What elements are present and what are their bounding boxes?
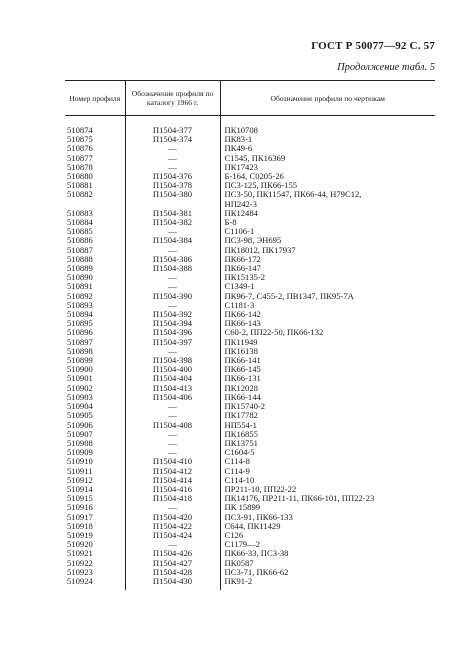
catalog-designation-cell: — [125, 540, 220, 549]
catalog-designation-cell: — [125, 503, 220, 512]
drawing-designation-cell: С60-2, ПП22-50, ПК66-132 [224, 328, 324, 338]
profile-number-cell: 510883 [67, 208, 93, 218]
catalog-designation-cell: — [125, 144, 220, 153]
drawing-designation-cell: ПК66-142 [224, 310, 261, 320]
table-row [65, 430, 435, 439]
drawing-designation-cell: С114-8 [224, 457, 250, 467]
table-row [65, 144, 435, 153]
table-row [65, 494, 435, 503]
catalog-designation-cell: — [125, 282, 220, 291]
catalog-designation-cell: П1504-406 [125, 393, 220, 402]
table-row [65, 577, 435, 590]
drawing-designation-cell: ПС3-71, ПК66-62 [224, 567, 289, 577]
profile-number-cell: 510916 [67, 503, 93, 513]
drawing-designation-cell: С114-10 [224, 475, 255, 485]
header-catalog-designation: Обозначение профиля по каталогу 1966 г. [125, 81, 220, 116]
drawing-designation-cell: ПК83-1 [224, 135, 253, 145]
table-row [65, 255, 435, 264]
table-row [65, 522, 435, 531]
table-row [65, 421, 435, 430]
drawing-designation-cell: ПК0587 [224, 558, 254, 568]
drawing-designation-cell: НП554-1 [224, 420, 257, 430]
drawing-designation-cell: ПК96-7, С455-2, ПВ1347, ПК95-7А [224, 291, 354, 301]
profile-number-cell [65, 200, 125, 209]
catalog-designation-cell: П1504-404 [125, 374, 220, 383]
catalog-designation-cell: П1504-397 [125, 338, 220, 347]
catalog-designation-cell: — [125, 273, 220, 282]
table-row [65, 172, 435, 181]
table-row [65, 282, 435, 291]
drawing-designation-cell: Б-8 [224, 218, 237, 228]
table-row [65, 365, 435, 374]
drawing-designation-cell: ПК66-143 [224, 319, 261, 329]
profile-number-cell: 510903 [67, 392, 93, 402]
catalog-designation-cell: П1504-374 [125, 135, 220, 144]
catalog-designation-cell: П1504-381 [125, 209, 220, 218]
table-row [65, 236, 435, 245]
table-continuation-label: Продолжение табл. 5 [337, 62, 435, 73]
profile-number-cell: 510890 [67, 273, 93, 283]
drawing-designation-cell: ПК14176, ПР211-11, ПК66-101, ПП22-23 [224, 494, 375, 504]
drawing-designation-cell: ПК17423 [224, 162, 258, 172]
profile-number-cell: 510887 [67, 245, 93, 255]
drawing-designation-cell: ПС3-125, ПК66-155 [224, 181, 298, 191]
catalog-designation-cell: П1504-388 [125, 264, 220, 273]
profile-number-cell: 510920 [67, 540, 93, 550]
header-profile-number: Номер профиля [65, 81, 125, 116]
profile-number-cell: 510905 [67, 411, 93, 421]
catalog-designation-cell: П1504-424 [125, 531, 220, 540]
profile-number-cell: 510924 [67, 576, 93, 586]
catalog-designation-cell: — [125, 448, 220, 457]
table-row [65, 457, 435, 466]
drawing-designation-cell: ПК11949 [224, 337, 258, 347]
drawing-designation-cell: ПК49-6 [224, 144, 253, 154]
spacer-cell [65, 116, 125, 127]
table-row [65, 126, 435, 135]
table-row [65, 531, 435, 540]
catalog-designation-cell: — [125, 301, 220, 310]
table-row [65, 356, 435, 365]
drawing-designation-cell: С1349-1 [224, 282, 255, 292]
profile-number-cell: 510896 [67, 328, 93, 338]
table-row [65, 549, 435, 558]
drawing-designation-cell: С1545, ПК16369 [224, 153, 286, 163]
table-row [65, 190, 435, 199]
table-row [65, 393, 435, 402]
profile-number-cell: 510891 [67, 282, 93, 292]
catalog-designation-cell: — [125, 227, 220, 236]
profile-number-cell: 510882 [67, 190, 93, 200]
table-row [65, 402, 435, 411]
drawing-designation-cell: Б-164, С0205-26 [224, 172, 284, 182]
table-header-row [65, 81, 435, 116]
profile-number-cell: 510909 [67, 448, 93, 458]
catalog-designation-cell: П1504-376 [125, 172, 220, 181]
catalog-designation-cell: П1504-382 [125, 218, 220, 227]
drawing-designation-cell: С644, ПК11429 [224, 521, 281, 531]
drawing-designation-cell: ПК13751 [224, 438, 258, 448]
table-row [65, 227, 435, 236]
profile-number-cell: 510911 [67, 466, 93, 476]
drawing-designation-cell: ПК66-145 [224, 365, 261, 375]
drawing-designation-cell: ПК12484 [224, 208, 258, 218]
table-row [65, 264, 435, 273]
drawing-designation-cell: ПК66-147 [224, 264, 261, 274]
catalog-designation-cell: П1504-408 [125, 421, 220, 430]
catalog-designation-cell: — [125, 439, 220, 448]
table-row [65, 411, 435, 420]
profile-number-cell: 510880 [67, 172, 93, 182]
table-row [65, 218, 435, 227]
table-row [65, 448, 435, 457]
table-spacer-row [65, 116, 435, 127]
profile-number-cell: 510881 [67, 181, 93, 191]
profile-number-cell: 510919 [67, 530, 93, 540]
profile-number-cell: 510875 [67, 135, 93, 145]
table-row [65, 209, 435, 218]
table-row [65, 328, 435, 337]
catalog-designation-cell: П1504-398 [125, 356, 220, 365]
profile-number-cell: 510914 [67, 484, 93, 494]
profile-number-cell: 510897 [67, 337, 93, 347]
drawing-designation-cell: С1179—2 [224, 540, 260, 550]
profile-number-cell: 510918 [67, 521, 93, 531]
profile-number-cell: 510910 [67, 457, 93, 467]
drawing-designation-cell: С126 [224, 530, 244, 540]
page-header: ГОСТ Р 50077—92 С. 57 [311, 40, 435, 52]
table-row [65, 292, 435, 301]
profile-table [65, 80, 435, 590]
catalog-designation-cell: П1504-416 [125, 485, 220, 494]
drawing-designation-cell: С114-9 [224, 466, 250, 476]
profile-number-cell: 510900 [67, 365, 93, 375]
profile-number-cell: 510923 [67, 567, 93, 577]
profile-number-cell: 510892 [67, 291, 93, 301]
catalog-designation-cell: П1504-426 [125, 549, 220, 558]
spacer-cell [125, 116, 220, 127]
table-row [65, 384, 435, 393]
table-row [65, 319, 435, 328]
profile-number-cell: 510898 [67, 346, 93, 356]
table-row [65, 301, 435, 310]
profile-number-cell: 510915 [67, 494, 93, 504]
drawing-designation-cell: ПК66-131 [224, 374, 261, 384]
profile-number-cell: 510917 [67, 512, 93, 522]
drawing-designation-cell: ПК17782 [224, 411, 258, 421]
drawing-designation-cell: С1106-1 [224, 227, 255, 237]
table-row [65, 310, 435, 319]
table-row [65, 568, 435, 577]
profile-number-cell: 510904 [67, 402, 93, 412]
catalog-designation-cell: П1504-390 [125, 292, 220, 301]
profile-number-cell: 510912 [67, 475, 93, 485]
profile-number-cell: 510885 [67, 227, 93, 237]
catalog-designation-cell: П1504-384 [125, 236, 220, 245]
table-row [65, 338, 435, 347]
profile-number-cell: 510902 [67, 383, 93, 393]
profile-number-cell: 510921 [67, 549, 93, 559]
spacer-cell [220, 116, 435, 127]
drawing-designation-cell: ПК 15899 [224, 503, 261, 513]
drawing-designation-cell: НП242-3 [224, 199, 257, 209]
drawing-designation-cell: ПК15135-2 [224, 273, 266, 283]
profile-number-cell: 510878 [67, 162, 93, 172]
table-row [65, 200, 435, 209]
profile-number-cell: 510893 [67, 300, 93, 310]
drawing-designation-cell: ПК10708 [224, 126, 258, 135]
header-drawing-designation: Обозначение профиля по чертежам [220, 81, 435, 116]
drawing-designation-cell: ПК66-33, ПС3-38 [224, 549, 289, 559]
catalog-designation-cell: П1504-396 [125, 328, 220, 337]
profile-number-cell: 510877 [67, 153, 93, 163]
profile-number-cell: 510889 [67, 264, 93, 274]
drawing-designation-cell: ПК18012, ПК17937 [224, 245, 296, 255]
table-row [65, 513, 435, 522]
catalog-designation-cell: П1504-430 [125, 577, 220, 590]
profile-number-cell: 510922 [67, 558, 93, 568]
catalog-designation-cell: — [125, 430, 220, 439]
drawing-designation-cell: ПК91-2 [224, 576, 253, 586]
catalog-designation-cell: П1504-394 [125, 319, 220, 328]
catalog-designation-cell: — [125, 163, 220, 172]
table-body [65, 116, 435, 591]
table-row [65, 540, 435, 549]
drawing-designation-cell: ПК66-172 [224, 254, 261, 264]
drawing-designation-cell: ПК16138 [224, 346, 258, 356]
table-row [65, 503, 435, 512]
profile-number-cell: 510899 [67, 356, 93, 366]
drawing-designation-cell: ПС3-50, ПК11547, ПК66-44, Н79С12, [224, 190, 362, 200]
catalog-designation-cell: П1504-410 [125, 457, 220, 466]
catalog-designation-cell: П1504-420 [125, 513, 220, 522]
table-row [65, 467, 435, 476]
table-row [65, 476, 435, 485]
table-row [65, 347, 435, 356]
catalog-designation-cell: П1504-386 [125, 255, 220, 264]
catalog-designation-cell: П1504-412 [125, 467, 220, 476]
catalog-designation-cell: — [125, 246, 220, 255]
catalog-designation-cell: П1504-422 [125, 522, 220, 531]
drawing-designation-cell: С1181-3 [224, 300, 255, 310]
catalog-designation-cell: П1504-378 [125, 181, 220, 190]
drawing-designation-cell: ПК12028 [224, 383, 258, 393]
profile-number-cell: 510894 [67, 310, 93, 320]
catalog-designation-cell: — [125, 402, 220, 411]
profile-number-cell: 510888 [67, 254, 93, 264]
profile-number-cell: 510901 [67, 374, 93, 384]
profile-number-cell: 510886 [67, 236, 93, 246]
profile-number-cell: 510876 [67, 144, 93, 154]
table-row [65, 485, 435, 494]
profile-number-cell: 510907 [67, 429, 93, 439]
catalog-designation-cell: П1504-392 [125, 310, 220, 319]
catalog-designation-cell: П1504-377 [125, 126, 220, 135]
catalog-designation-cell: П1504-380 [125, 190, 220, 199]
table-row [65, 559, 435, 568]
profile-number-cell: 510908 [67, 438, 93, 448]
drawing-designation-cell: С1604-5 [224, 448, 255, 458]
table-row [65, 163, 435, 172]
catalog-designation-cell: П1504-413 [125, 384, 220, 393]
catalog-designation-cell: П1504-428 [125, 568, 220, 577]
table-row [65, 374, 435, 383]
catalog-designation-cell: П1504-400 [125, 365, 220, 374]
drawing-designation-cell: ПК66-144 [224, 392, 261, 402]
table-row [65, 246, 435, 255]
table-row [65, 273, 435, 282]
catalog-designation-cell: — [125, 154, 220, 163]
table-row [65, 439, 435, 448]
drawing-designation-cell: ПС3-91, ПК66-133 [224, 512, 293, 522]
drawing-designation-cell: ПС3-98, ЭН695 [224, 236, 282, 246]
profile-number-cell: 510884 [67, 218, 93, 228]
drawing-designation-cell: ПК16855 [224, 429, 258, 439]
profile-number-cell: 510906 [67, 420, 93, 430]
table-row [65, 135, 435, 144]
table-row [65, 181, 435, 190]
drawing-designation-cell: ПК15740-2 [224, 402, 266, 412]
catalog-designation-cell: П1504-418 [125, 494, 220, 503]
catalog-designation-cell: П1504-414 [125, 476, 220, 485]
catalog-designation-cell: — [125, 411, 220, 420]
profile-number-cell: 510874 [67, 126, 93, 135]
drawing-designation-cell: ПР211-10, ПП22-22 [224, 484, 297, 494]
table-row [65, 154, 435, 163]
catalog-designation-cell [125, 200, 220, 209]
catalog-designation-cell: — [125, 347, 220, 356]
catalog-designation-cell: П1504-427 [125, 559, 220, 568]
drawing-designation-cell: ПК66-141 [224, 356, 261, 366]
profile-number-cell: 510895 [67, 319, 93, 329]
